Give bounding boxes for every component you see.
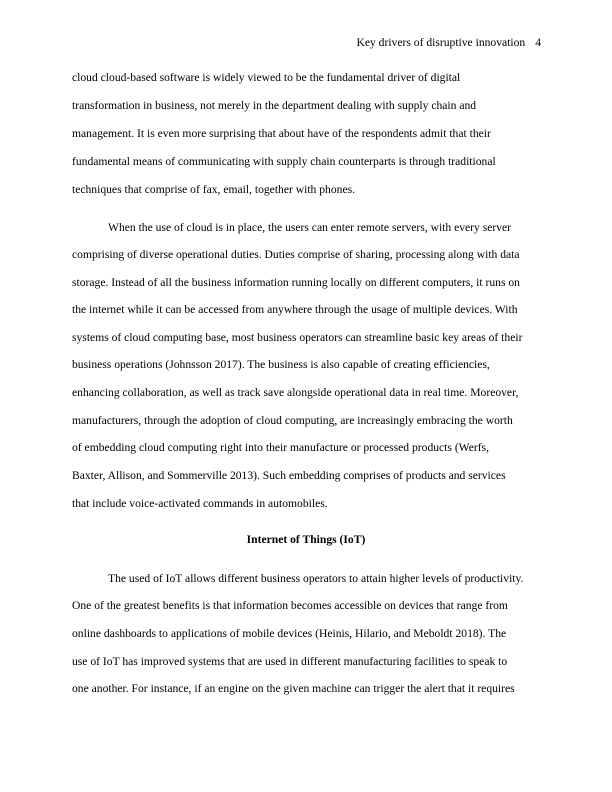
body-text-line: When the use of cloud is in place, the users can enter remote servers, with every server — [108, 221, 512, 234]
body-text-line: One of the greatest benefits is that information becomes accessible on devices that range from — [72, 599, 508, 612]
body-text-line: use of IoT has improved systems that are used in different manufacturing facilities to speak to — [72, 655, 508, 668]
body-text-line: of embedding cloud computing right into their manufacture or processed products (Werfs, — [72, 441, 489, 454]
running-title: Key drivers of disruptive innovation — [356, 36, 526, 49]
body-text-line: Baxter, Allison, and Sommerville 2013). Such embedding comprises of products and services — [72, 469, 506, 482]
page-number: 4 — [535, 36, 541, 49]
body-text-line: cloud cloud-based software is widely viewed to be the fundamental driver of digital — [72, 71, 461, 84]
body-text-line: one another. For instance, if an engine on the given machine can trigger the alert that it requires — [72, 682, 515, 695]
body-text-line: comprising of diverse operational duties. Duties comprise of sharing, processing along with data — [72, 248, 520, 261]
body-text-line: transformation in business, not merely in the department dealing with supply chain and — [72, 99, 477, 112]
body-text-line: enhancing collaboration, as well as track save alongside operational data in real time. Moreover, — [72, 386, 519, 399]
body-text-line: business operations (Johnsson 2017). The business is also capable of creating efficiencies, — [72, 358, 490, 371]
body-text-line: techniques that comprise of fax, email, together with phones. — [72, 183, 355, 196]
body-text-line: management. It is even more surprising that about have of the respondents admit that their — [72, 127, 491, 140]
body-text-line: storage. Instead of all the business information running locally on different computers, it runs on — [72, 276, 520, 289]
body-text-line: that include voice-activated commands in automobiles. — [72, 497, 328, 510]
body-text-line: the internet while it can be accessed from anywhere through the usage of multiple devices. With — [72, 303, 518, 316]
running-header — [356, 36, 541, 50]
body-text-line: The used of IoT allows different business operators to attain higher levels of productivity. — [108, 572, 524, 585]
body-text-line: fundamental means of communicating with supply chain counterparts is through traditional — [72, 155, 496, 168]
body-text-line: manufacturers, through the adoption of cloud computing, are increasingly embracing the worth — [72, 414, 513, 427]
body-text-line: systems of cloud computing base, most business operators can streamline basic key areas of their — [72, 331, 523, 344]
section-heading: Internet of Things (IoT) — [246, 533, 366, 546]
body-text-line: online dashboards to applications of mobile devices (Heinis, Hilario, and Meboldt 2018). The — [72, 627, 507, 640]
